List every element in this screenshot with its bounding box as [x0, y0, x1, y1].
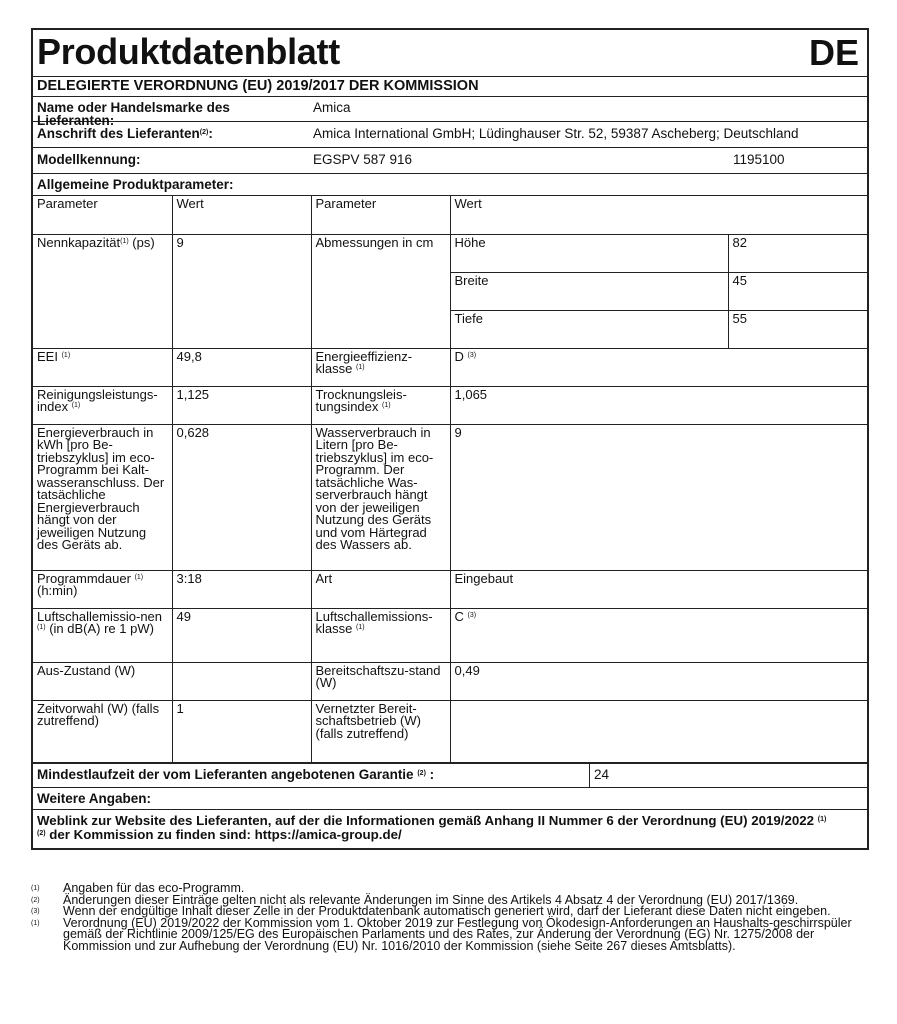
noise-value: 49: [172, 608, 311, 662]
delay-start-value: 1: [172, 700, 311, 762]
capacity-value: 9: [172, 234, 311, 348]
noise-class-value: C $^{(3)}$: [450, 608, 867, 662]
model-value: EGSPV 587 916: [313, 152, 413, 167]
table-row: [33, 608, 867, 662]
supplier-name-value: Amica: [313, 100, 351, 115]
language-code: DE: [808, 32, 859, 73]
networked-standby-label: Vernetzter Bereit-schaftsbetrieb (W) (falls zutreffend): [311, 700, 450, 762]
header-parameter: Parameter: [33, 196, 172, 234]
page-title: Produktdatenblatt: [37, 31, 340, 72]
program-duration-label: Programmdauer $^{(1)}$ (h:min): [33, 570, 172, 608]
model-label: Modellkennung:: [37, 152, 141, 167]
footnotes: [31, 883, 871, 952]
footnote: (1) Angaben für das eco-Programm.: [31, 881, 245, 895]
footnote: (2) Änderungen dieser Einträge gelten nicht als relevante Änderungen im Sinne des Artikels 4 Absatz 4 der Verordnung (EU) 2017/1369.: [31, 892, 799, 907]
supplier-address-label: Anschrift des Lieferanten$^{(2)}$:: [37, 126, 213, 141]
water-consumption-value: 9: [450, 424, 867, 570]
general-params-row: [33, 174, 867, 196]
footnote: (1) Verordnung (EU) 2019/2022 der Kommission vom 1. Oktober 2019 zur Festlegung von Ökodesign-Anforderungen an Haushalts-geschirrspüler gemäß der Richtlinie 2009/125/EG des Europäischen Parlaments und des Rates, zur Änderung der Verordnung (EG) Nr. 1275/2008 der Kommission und zur Aufhebung der Verordnung (EU) Nr. 1016/2010 der Kommission (siehe Seite 267 dieses Amtsblatts).: [31, 915, 852, 953]
height-value: 82: [728, 234, 867, 272]
footnote-ref: (2): [199, 129, 209, 136]
energy-class-label: Energieeffizienz-klasse $^{(1)}$: [311, 348, 450, 386]
supplier-address-value: Amica International GmbH; Lüdinghauser Str. 52, 59387 Ascheberg; Deutschland: [313, 126, 799, 141]
warranty-row: [33, 764, 867, 788]
width-label: Breite: [450, 272, 728, 310]
delay-start-label: Zeitvorwahl (W) (falls zutreffend): [33, 700, 172, 762]
weblink-row: [33, 810, 867, 848]
noise-label: Luftschallemissio-nen $^{(1)}$ (in dB(A) re 1 pW): [33, 608, 172, 662]
table-row: [33, 424, 867, 570]
supplier-name-row: [33, 97, 867, 128]
warranty-value: 24: [589, 764, 869, 787]
regulation-subtitle: DELEGIERTE VERORDNUNG (EU) 2019/2017 DER KOMMISSION: [33, 77, 867, 97]
dimensions-label: Abmessungen in cm: [311, 234, 450, 348]
further-info-label: Weitere Angaben:: [37, 790, 152, 806]
standby-label: Bereitschaftszu-stand (W): [311, 662, 450, 700]
drying-index-value: 1,065: [450, 386, 867, 424]
off-mode-label: Aus-Zustand (W): [33, 662, 172, 700]
product-data-sheet: [31, 28, 869, 850]
supplier-name-label: Name oder Handelsmarke des Lieferanten:: [37, 100, 230, 128]
drying-index-label: Trocknungsleis-tungsindex $^{(1)}$: [311, 386, 450, 424]
table-row: [33, 234, 867, 272]
networked-standby-value: [450, 700, 867, 762]
energy-class-value: D $^{(3)}$: [450, 348, 867, 386]
capacity-label: Nennkapazität$^{(1)}$ (ps): [33, 234, 172, 348]
table-row: [33, 348, 867, 386]
energy-consumption-label: Energieverbrauch in kWh [pro Be-triebszyklus] im eco-Programm bei Kalt-wasseranschluss. Der tatsächliche Energieverbrauch hängt von der jeweiligen Nutzung des Geräts ab.: [33, 424, 172, 570]
further-info-row: [33, 788, 867, 810]
warranty-label: Mindestlaufzeit der vom Lieferanten angebotenen Garantie $^{(2)}$ :: [37, 766, 435, 782]
model-row: [33, 148, 867, 174]
type-label: Art: [311, 570, 450, 608]
eei-label: EEI $^{(1)}$: [33, 348, 172, 386]
standby-value: 0,49: [450, 662, 867, 700]
footnote: (3) Wenn der endgültige Inhalt dieser Zelle in der Produktdatenbank automatisch generiert wird, darf der Lieferant diese Daten nicht eingeben.: [31, 904, 831, 918]
header-value: Wert: [172, 196, 311, 234]
parameters-table: [33, 196, 867, 763]
energy-consumption-value: 0,628: [172, 424, 311, 570]
table-row: [33, 196, 867, 234]
table-row: [33, 662, 867, 700]
eei-value: 49,8: [172, 348, 311, 386]
cleaning-index-label: Reinigungsleistungs-index $^{(1)}$: [33, 386, 172, 424]
height-label: Höhe: [450, 234, 728, 272]
table-row: [33, 700, 867, 762]
off-mode-value: [172, 662, 311, 700]
depth-label: Tiefe: [450, 310, 728, 348]
supplier-address-row: [33, 122, 867, 148]
parameters-table-wrap: [33, 196, 867, 764]
header-value: Wert: [450, 196, 867, 234]
general-params-label: Allgemeine Produktparameter:: [37, 177, 234, 192]
cleaning-index-value: 1,125: [172, 386, 311, 424]
header-parameter: Parameter: [311, 196, 450, 234]
table-row: [33, 570, 867, 608]
program-duration-value: 3:18: [172, 570, 311, 608]
noise-class-label: Luftschallemissions-klasse $^{(1)}$: [311, 608, 450, 662]
model-code: 1195100: [733, 152, 785, 167]
water-consumption-label: Wasserverbrauch in Litern [pro Be-triebszyklus] im eco-Programm. Der tatsächliche Was-serverbrauch hängt von der jeweiligen Nutzung des Geräts und vom Härtegrad des Wassers ab.: [311, 424, 450, 570]
table-row: [33, 386, 867, 424]
weblink-text: Weblink zur Website des Lieferanten, auf der die Informationen gemäß Anhang II Nummer 6 der Verordnung (EU) 2019/2022 $^{(1)}$ $^{(2)}$ der Kommission zu finden sind: https://amica-group.de/: [37, 812, 827, 842]
width-value: 45: [728, 272, 867, 310]
type-value: Eingebaut: [450, 570, 867, 608]
depth-value: 55: [728, 310, 867, 348]
title-row: [33, 30, 867, 77]
